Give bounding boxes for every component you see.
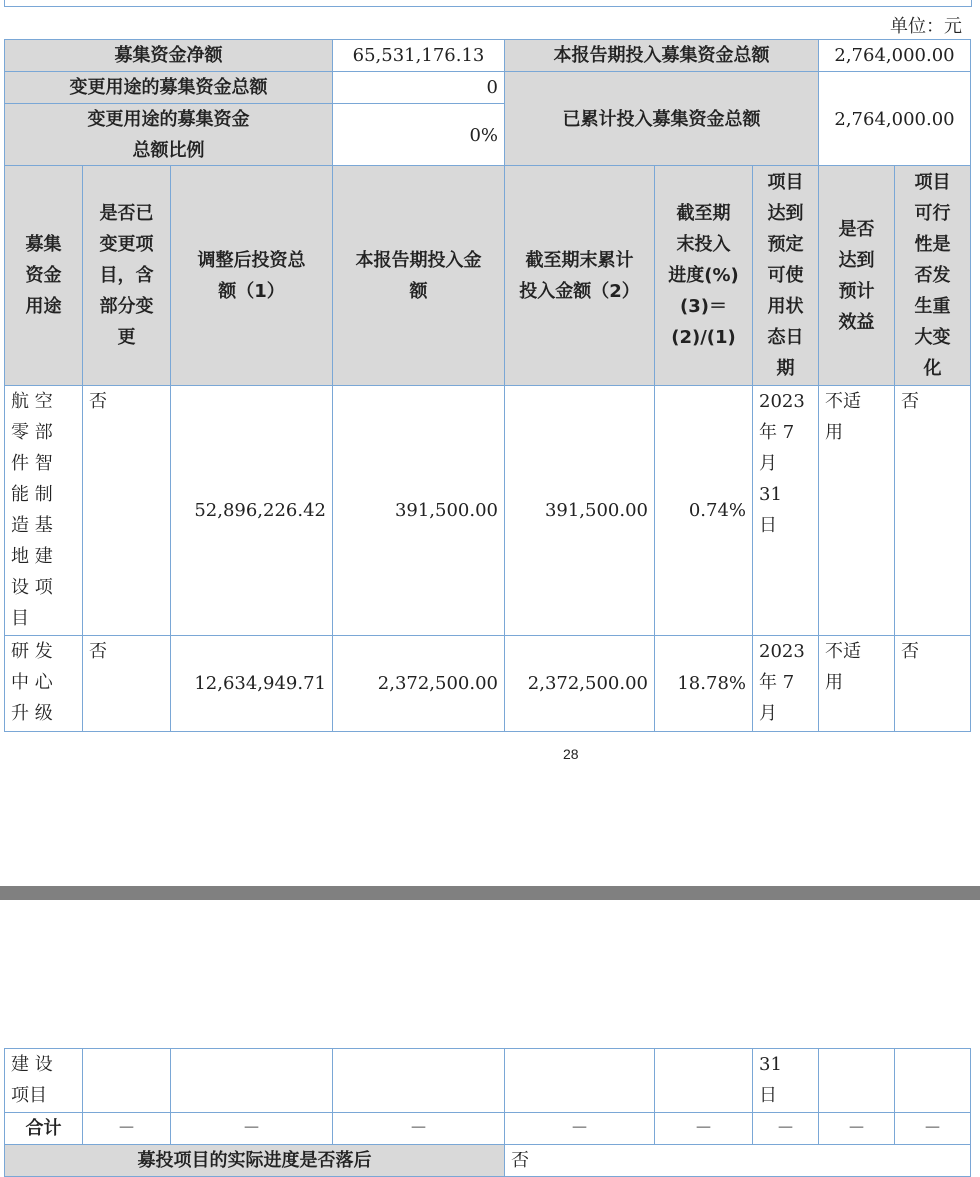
header-adjusted-total-line: 额（1） <box>218 280 285 302</box>
header-period-amount-line: 额 <box>409 280 428 302</box>
page-number: 28 <box>563 746 579 762</box>
previous-table-edge <box>4 0 972 7</box>
header-ready-date-line: 达到 <box>767 203 804 224</box>
changed-total-label: 变更用途的募集资金总额 <box>5 72 333 104</box>
row-purpose <box>5 386 83 636</box>
row-feasibility: 否 <box>895 636 971 732</box>
changed-ratio-value: 0% <box>333 104 505 167</box>
header-feasibility-line: 大变 <box>914 327 951 348</box>
cut-row <box>5 1145 971 1177</box>
row-adjusted-total: 12,634,949.71 <box>171 636 333 732</box>
total-dash: － <box>83 1113 171 1145</box>
changed-total-value: 0 <box>333 72 505 104</box>
empty-cell <box>505 1049 655 1113</box>
header-progress-line: (2)/(1) <box>671 327 736 348</box>
row-purpose-line: 中 心 <box>11 672 53 693</box>
header-cumulative-amount-line: 截至期末累计 <box>525 249 634 271</box>
header-ready-date <box>753 166 819 386</box>
unit-label: 单位：元 <box>890 16 962 37</box>
header-changed-line: 目，含 <box>99 265 154 286</box>
row-benefit <box>819 636 895 732</box>
header-benefit-line: 效益 <box>838 311 875 333</box>
row-ready-date-line: 年 7 <box>759 672 795 693</box>
empty-cell <box>895 1049 971 1113</box>
empty-cell <box>333 1049 505 1113</box>
header-cumulative-amount <box>505 166 655 386</box>
header-feasibility <box>895 166 971 386</box>
progress-lag-label: 募投项目的实际进度是否落后 <box>5 1145 505 1177</box>
row-ready-date-line: 2023 <box>759 641 805 662</box>
total-row <box>5 1113 971 1145</box>
cumulative-label: 已累计投入募集资金总额 <box>505 72 819 167</box>
row-purpose-line: 建 设 <box>11 1054 53 1075</box>
header-ready-date-line: 可使 <box>767 265 804 286</box>
row-ready-date-line: 31 <box>759 484 782 505</box>
header-changed-line: 部分变 <box>99 296 154 317</box>
table-row <box>5 636 971 732</box>
header-progress-line: 截至期 <box>676 203 731 224</box>
row-ready-date-line: 日 <box>759 515 777 536</box>
total-dash: － <box>655 1113 753 1145</box>
header-benefit-line: 达到 <box>838 249 875 271</box>
row-adjusted-total: 52,896,226.42 <box>171 386 333 636</box>
period-invest-value: 2,764,000.00 <box>819 40 971 72</box>
header-feasibility-line: 生重 <box>914 296 951 317</box>
empty-cell <box>819 1049 895 1113</box>
continuation-table <box>4 1048 971 1177</box>
header-period-amount <box>333 166 505 386</box>
header-purpose <box>5 166 83 386</box>
header-feasibility-line: 项目 <box>914 172 951 193</box>
row-ready-date-line: 月 <box>759 703 777 724</box>
row-purpose <box>5 636 83 732</box>
changed-ratio-label-line1: 变更用途的募集资金 <box>87 109 250 130</box>
row-cumulative-amount: 391,500.00 <box>505 386 655 636</box>
header-period-amount-line: 本报告期投入金 <box>355 249 482 271</box>
header-progress-line: 进度(%) <box>668 265 739 286</box>
row-ready-date-line: 2023 <box>759 391 805 412</box>
row-ready-date <box>753 636 819 732</box>
row-purpose-line: 目 <box>11 608 29 629</box>
row-purpose-line: 升 级 <box>11 703 53 724</box>
row-benefit-line: 用 <box>825 672 843 693</box>
row-purpose-line: 航 空 <box>11 391 53 412</box>
row-benefit-line: 不适 <box>825 391 861 412</box>
row-ready-date <box>753 386 819 636</box>
net-amount-value: 65,531,176.13 <box>333 40 505 72</box>
row-ready-date-line: 日 <box>759 1085 777 1106</box>
total-dash: － <box>171 1113 333 1145</box>
total-label: 合计 <box>5 1113 83 1145</box>
empty-cell <box>83 1049 171 1113</box>
net-amount-label: 募集资金净额 <box>5 40 333 72</box>
header-progress <box>655 166 753 386</box>
header-benefit-line: 预计 <box>838 280 875 302</box>
row-purpose-line: 能 制 <box>11 484 53 505</box>
header-ready-date-line: 项目 <box>767 172 804 193</box>
progress-lag-value: 否 <box>505 1145 971 1177</box>
header-ready-date-line: 预定 <box>767 234 804 255</box>
row-purpose-line: 地 建 <box>11 546 53 567</box>
cumulative-value: 2,764,000.00 <box>819 72 971 167</box>
header-changed-line: 更 <box>117 327 136 348</box>
row-purpose-line: 件 智 <box>11 453 53 474</box>
header-progress-line: (3)＝ <box>680 296 727 317</box>
row-purpose-line: 设 项 <box>11 577 53 598</box>
total-dash: － <box>505 1113 655 1145</box>
row-feasibility: 否 <box>895 386 971 636</box>
row-period-amount: 2,372,500.00 <box>333 636 505 732</box>
page-break-band <box>0 886 980 900</box>
table-row <box>5 1049 971 1113</box>
header-feasibility-line: 否发 <box>914 265 951 286</box>
summary-table <box>4 39 971 167</box>
row-period-amount: 391,500.00 <box>333 386 505 636</box>
header-purpose-line: 募集 <box>25 234 62 255</box>
header-feasibility-line: 化 <box>923 358 942 379</box>
row-progress: 18.78% <box>655 636 753 732</box>
header-ready-date-line: 用状 <box>767 296 804 317</box>
total-dash: － <box>895 1113 971 1145</box>
row-purpose <box>5 1049 83 1113</box>
row-ready-date-line: 月 <box>759 453 777 474</box>
header-changed <box>83 166 171 386</box>
total-dash: － <box>819 1113 895 1145</box>
project-table <box>4 165 971 732</box>
changed-ratio-label-line2: 总额比例 <box>132 140 205 161</box>
header-cumulative-amount-line: 投入金额（2） <box>519 280 640 302</box>
row-purpose-line: 研 发 <box>11 641 53 662</box>
header-purpose-line: 资金 <box>25 265 62 286</box>
header-progress-line: 末投入 <box>676 234 731 255</box>
row-ready-date-line: 31 <box>759 1054 782 1075</box>
row-progress: 0.74% <box>655 386 753 636</box>
header-ready-date-line: 期 <box>776 358 795 379</box>
header-feasibility-line: 可行 <box>914 203 951 224</box>
empty-cell <box>171 1049 333 1113</box>
header-changed-line: 是否已 <box>99 203 154 224</box>
empty-cell <box>655 1049 753 1113</box>
header-adjusted-total-line: 调整后投资总 <box>197 249 306 271</box>
header-purpose-line: 用途 <box>25 296 62 317</box>
row-cumulative-amount: 2,372,500.00 <box>505 636 655 732</box>
row-changed: 否 <box>83 636 171 732</box>
header-adjusted-total <box>171 166 333 386</box>
header-ready-date-line: 态日 <box>767 327 804 348</box>
row-ready-date <box>753 1049 819 1113</box>
table-row <box>5 386 971 636</box>
total-dash: － <box>333 1113 505 1145</box>
row-benefit-line: 不适 <box>825 641 861 662</box>
period-invest-label: 本报告期投入募集资金总额 <box>505 40 819 72</box>
changed-ratio-label <box>5 104 333 167</box>
row-benefit <box>819 386 895 636</box>
header-changed-line: 变更项 <box>99 234 154 255</box>
row-purpose-line: 造 基 <box>11 515 53 536</box>
header-benefit <box>819 166 895 386</box>
row-purpose-line: 项目 <box>11 1085 47 1106</box>
header-benefit-line: 是否 <box>838 218 875 240</box>
total-dash: － <box>753 1113 819 1145</box>
row-benefit-line: 用 <box>825 422 843 443</box>
row-ready-date-line: 年 7 <box>759 422 795 443</box>
row-changed: 否 <box>83 386 171 636</box>
header-feasibility-line: 性是 <box>914 234 951 255</box>
row-purpose-line: 零 部 <box>11 422 53 443</box>
